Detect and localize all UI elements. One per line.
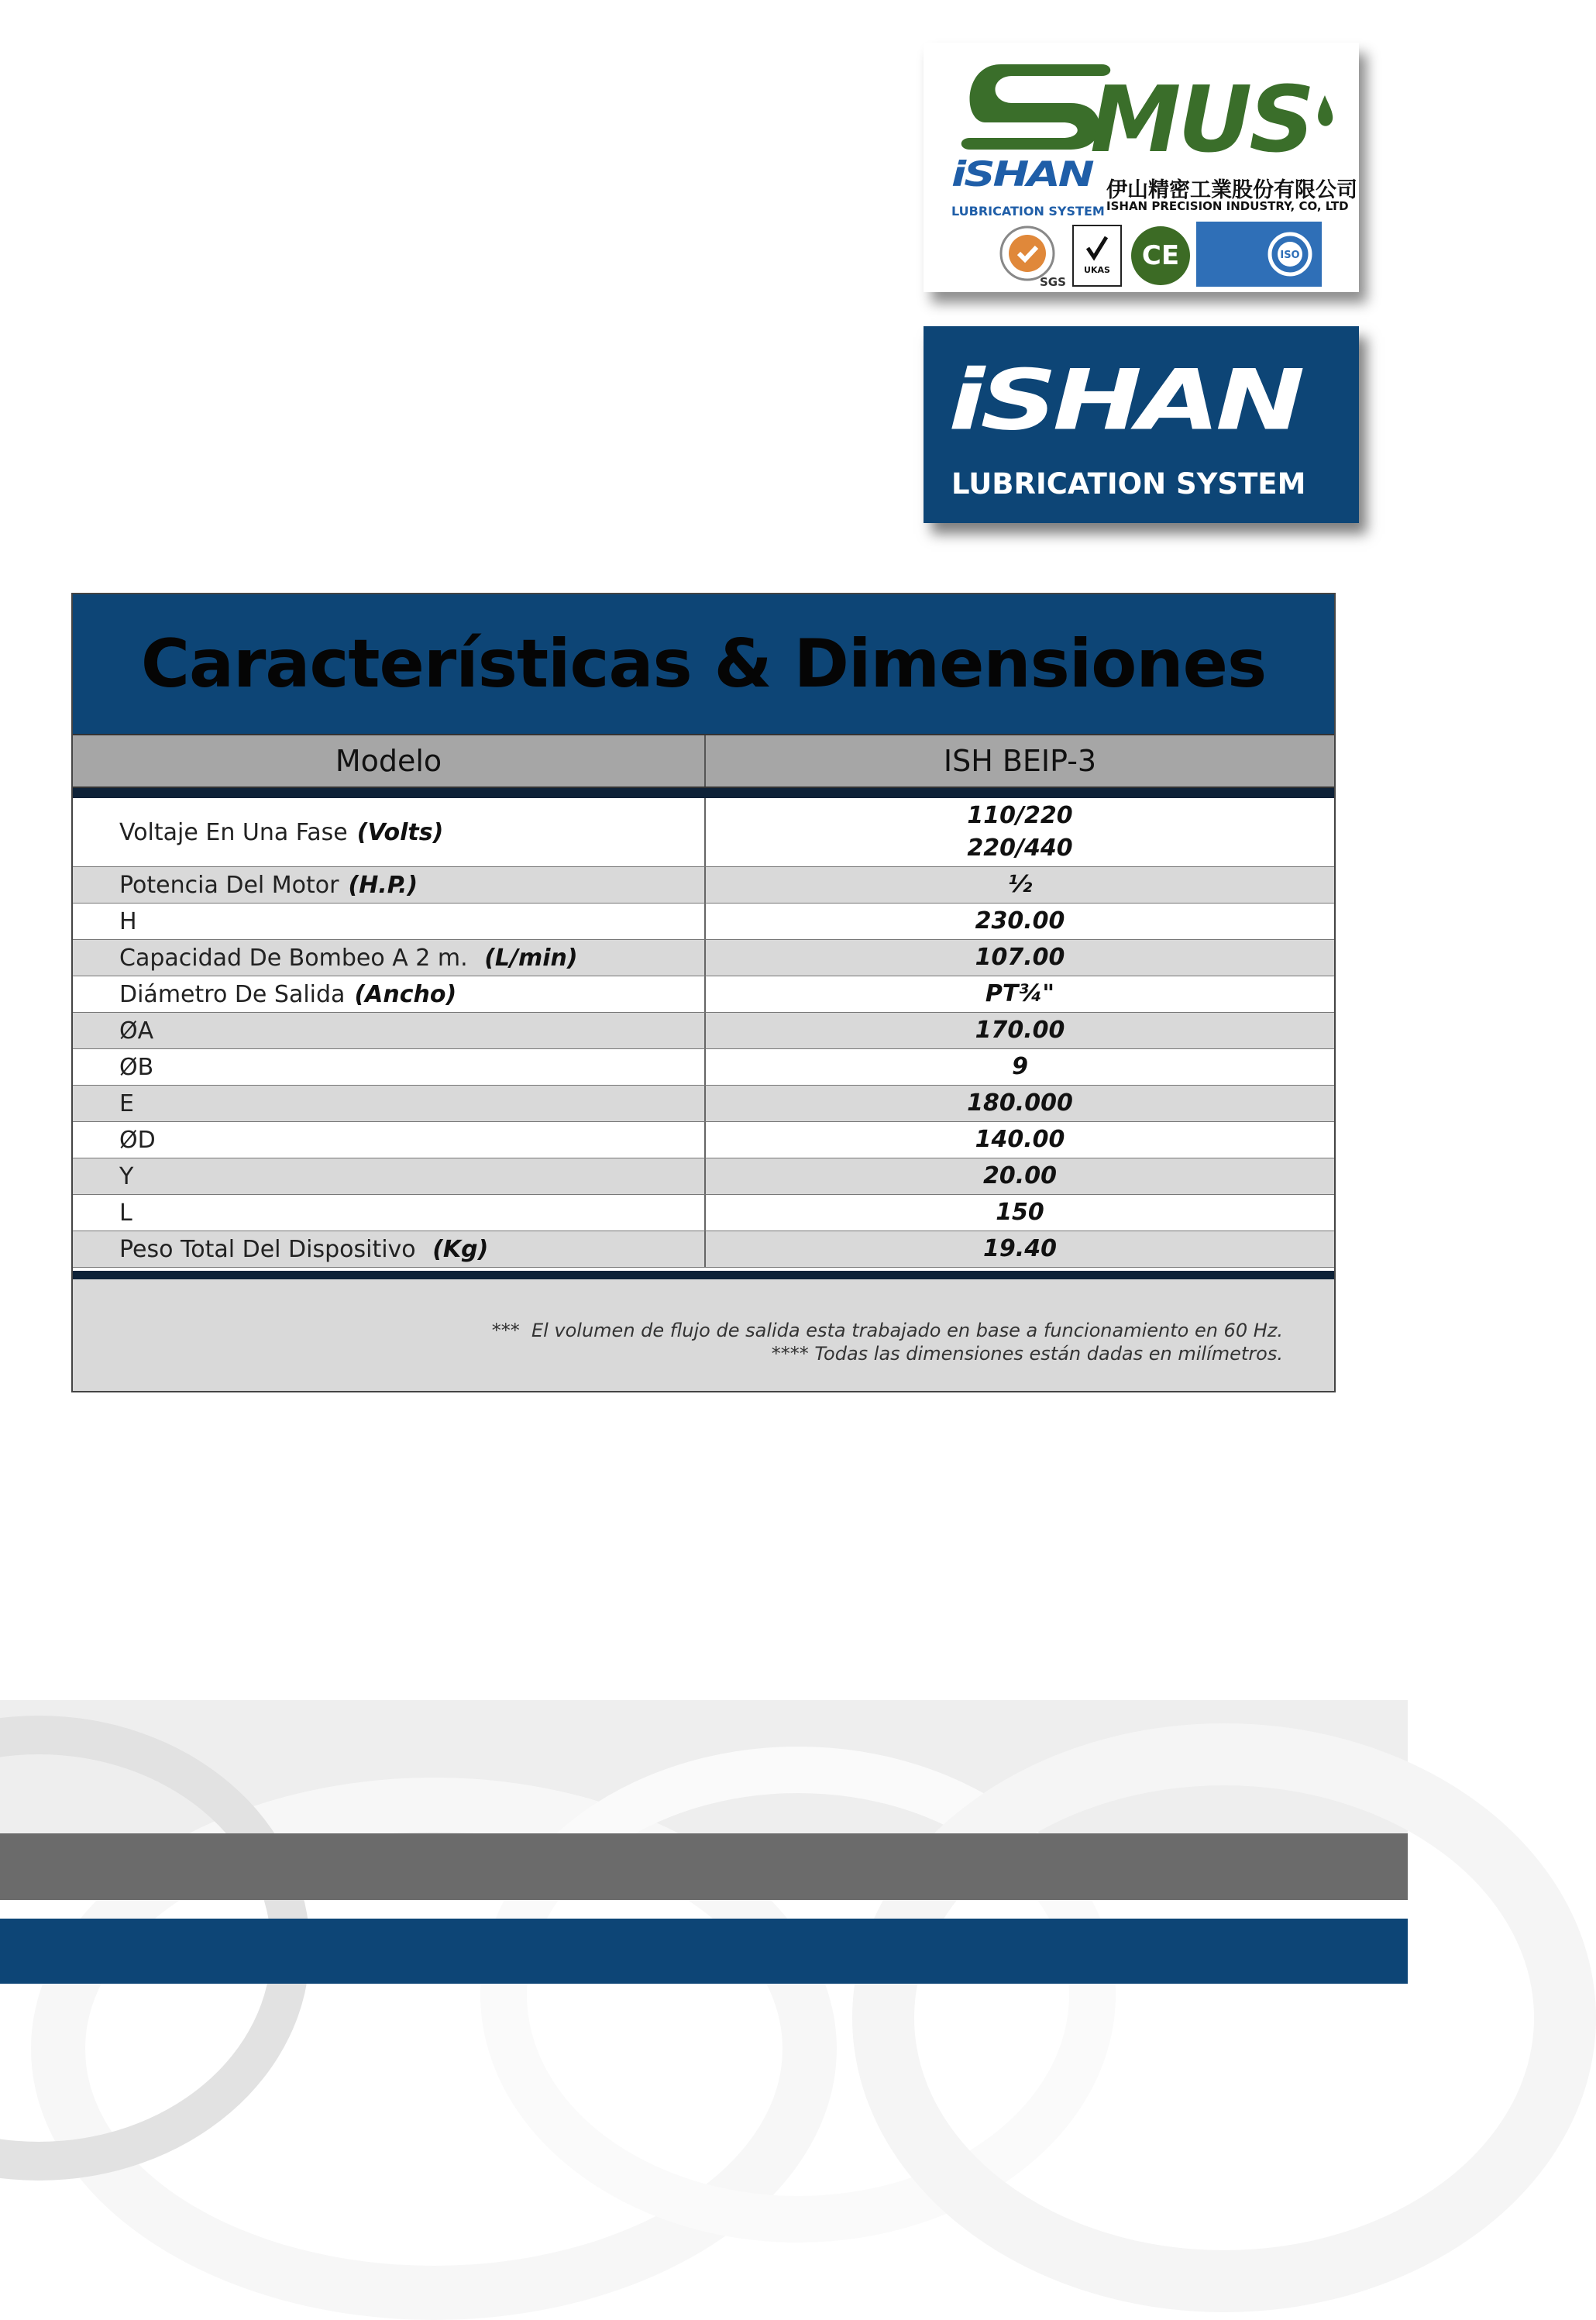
row-label [119, 1122, 156, 1158]
row-value [706, 1049, 1334, 1085]
table-row [73, 1122, 1334, 1158]
row-value-text: 150 [996, 1199, 1044, 1226]
row-value [706, 904, 1334, 939]
row-label-text: ØD [119, 1126, 156, 1154]
note-frequency: *** El volumen de flujo de salida esta trabajado en base a funcionamiento en 60 Hz. [491, 1320, 1283, 1341]
spec-table [71, 593, 1336, 1392]
row-value-text: 220/440 [967, 835, 1073, 862]
row-value [706, 1122, 1334, 1158]
row-unit: (Ancho) [354, 980, 457, 1008]
row-label [119, 1158, 133, 1194]
spec-header-row [73, 734, 1334, 788]
header-rule [73, 788, 1334, 798]
sgs-label: SGS [1040, 275, 1066, 289]
row-value-text: 9 [1012, 1053, 1028, 1080]
table-row [73, 1195, 1334, 1231]
row-label-text: H [119, 907, 137, 935]
smus-logo [955, 49, 1334, 173]
row-label [119, 940, 578, 976]
header-model-label: Modelo [73, 735, 706, 787]
company-name-en: ISHAN PRECISION INDUSTRY, CO, LTD [1106, 199, 1349, 213]
spec-rows [73, 798, 1334, 1268]
ukas-label: UKAS [1084, 265, 1110, 275]
row-label-text: Peso Total Del Dispositivo [119, 1235, 424, 1263]
row-value-text: 140.00 [975, 1126, 1065, 1153]
svg-text:MUS: MUS [1090, 66, 1312, 173]
row-label-text: Diámetro De Salida [119, 980, 346, 1008]
table-row [73, 798, 1334, 867]
row-unit: (H.P.) [348, 871, 418, 899]
row-value [706, 1195, 1334, 1231]
row-value-text: 107.00 [975, 944, 1065, 971]
ce-label: CE [1141, 240, 1180, 271]
ukas-cert-icon [1072, 225, 1122, 287]
row-value-text: 180.000 [967, 1089, 1073, 1117]
row-label-text: ØA [119, 1017, 154, 1045]
row-unit: (Volts) [356, 818, 444, 846]
row-value-text: 19.40 [983, 1235, 1057, 1262]
table-row [73, 1158, 1334, 1195]
table-row [73, 940, 1334, 976]
spec-title-bar [73, 594, 1334, 734]
table-row [73, 904, 1334, 940]
row-label [119, 1195, 132, 1231]
iso-label: ISO [1280, 250, 1300, 261]
company-name-cn: 伊山精密工業股份有限公司 [1106, 178, 1357, 202]
row-label-text: Capacidad De Bombeo A 2 m. [119, 944, 476, 972]
row-label [119, 1049, 153, 1085]
row-value-text: 20.00 [983, 1162, 1057, 1189]
spec-title: Características & Dimensiones [140, 625, 1267, 703]
table-row [73, 976, 1334, 1013]
row-value-text: PT¾" [985, 980, 1055, 1007]
row-label [119, 798, 443, 866]
row-label [119, 867, 418, 903]
table-row [73, 867, 1334, 904]
row-label-text: E [119, 1089, 134, 1117]
footer-blue-band [0, 1919, 1408, 1984]
row-label [119, 904, 137, 939]
row-value-text: 110/220 [967, 802, 1073, 829]
row-value [706, 1231, 1334, 1267]
row-value [706, 1086, 1334, 1121]
row-label-text: Y [119, 1162, 134, 1190]
row-label [119, 1231, 488, 1267]
note-units: **** Todas las dimensiones están dadas en milímetros. [771, 1343, 1283, 1365]
table-row [73, 1086, 1334, 1122]
row-value [706, 798, 1334, 866]
row-label-text: Voltaje En Una Fase [119, 818, 348, 846]
row-value [706, 867, 1334, 903]
row-value-text: ½ [1007, 871, 1033, 898]
ishan-logo-subtitle: LUBRICATION SYSTEM [951, 467, 1306, 501]
row-value [706, 1158, 1334, 1194]
row-label [119, 1013, 153, 1048]
ishan-mini-logo: iSHAN [951, 154, 1092, 194]
row-value [706, 976, 1334, 1012]
table-row [73, 1049, 1334, 1086]
ishan-logo: iSHAN [948, 351, 1301, 449]
header-model-value: ISH BEIP-3 [943, 744, 1097, 778]
row-value-text: 170.00 [975, 1017, 1065, 1044]
ishan-logo-card [924, 326, 1359, 523]
smus-logo-card [924, 43, 1359, 292]
row-label [119, 1086, 134, 1121]
row-value [706, 1013, 1334, 1048]
table-row [73, 1231, 1334, 1268]
sgs-cert-icon [998, 224, 1066, 289]
row-unit: (Kg) [432, 1235, 489, 1263]
spec-notes [73, 1279, 1334, 1391]
iso-cert-icon [1196, 222, 1322, 287]
row-label [119, 976, 456, 1012]
row-value [706, 940, 1334, 976]
row-label-text: L [119, 1199, 132, 1227]
footer-decoration [0, 1700, 1408, 1833]
row-label-text: Potencia Del Motor [119, 871, 339, 899]
ce-cert-icon [1131, 226, 1190, 285]
table-row [73, 1013, 1334, 1049]
ishan-mini-sub: LUBRICATION SYSTEM [951, 204, 1105, 219]
row-unit: (L/min) [484, 944, 578, 972]
row-label-text: ØB [119, 1053, 154, 1081]
footer-grey-band [0, 1833, 1408, 1900]
row-value-text: 230.00 [975, 907, 1065, 935]
